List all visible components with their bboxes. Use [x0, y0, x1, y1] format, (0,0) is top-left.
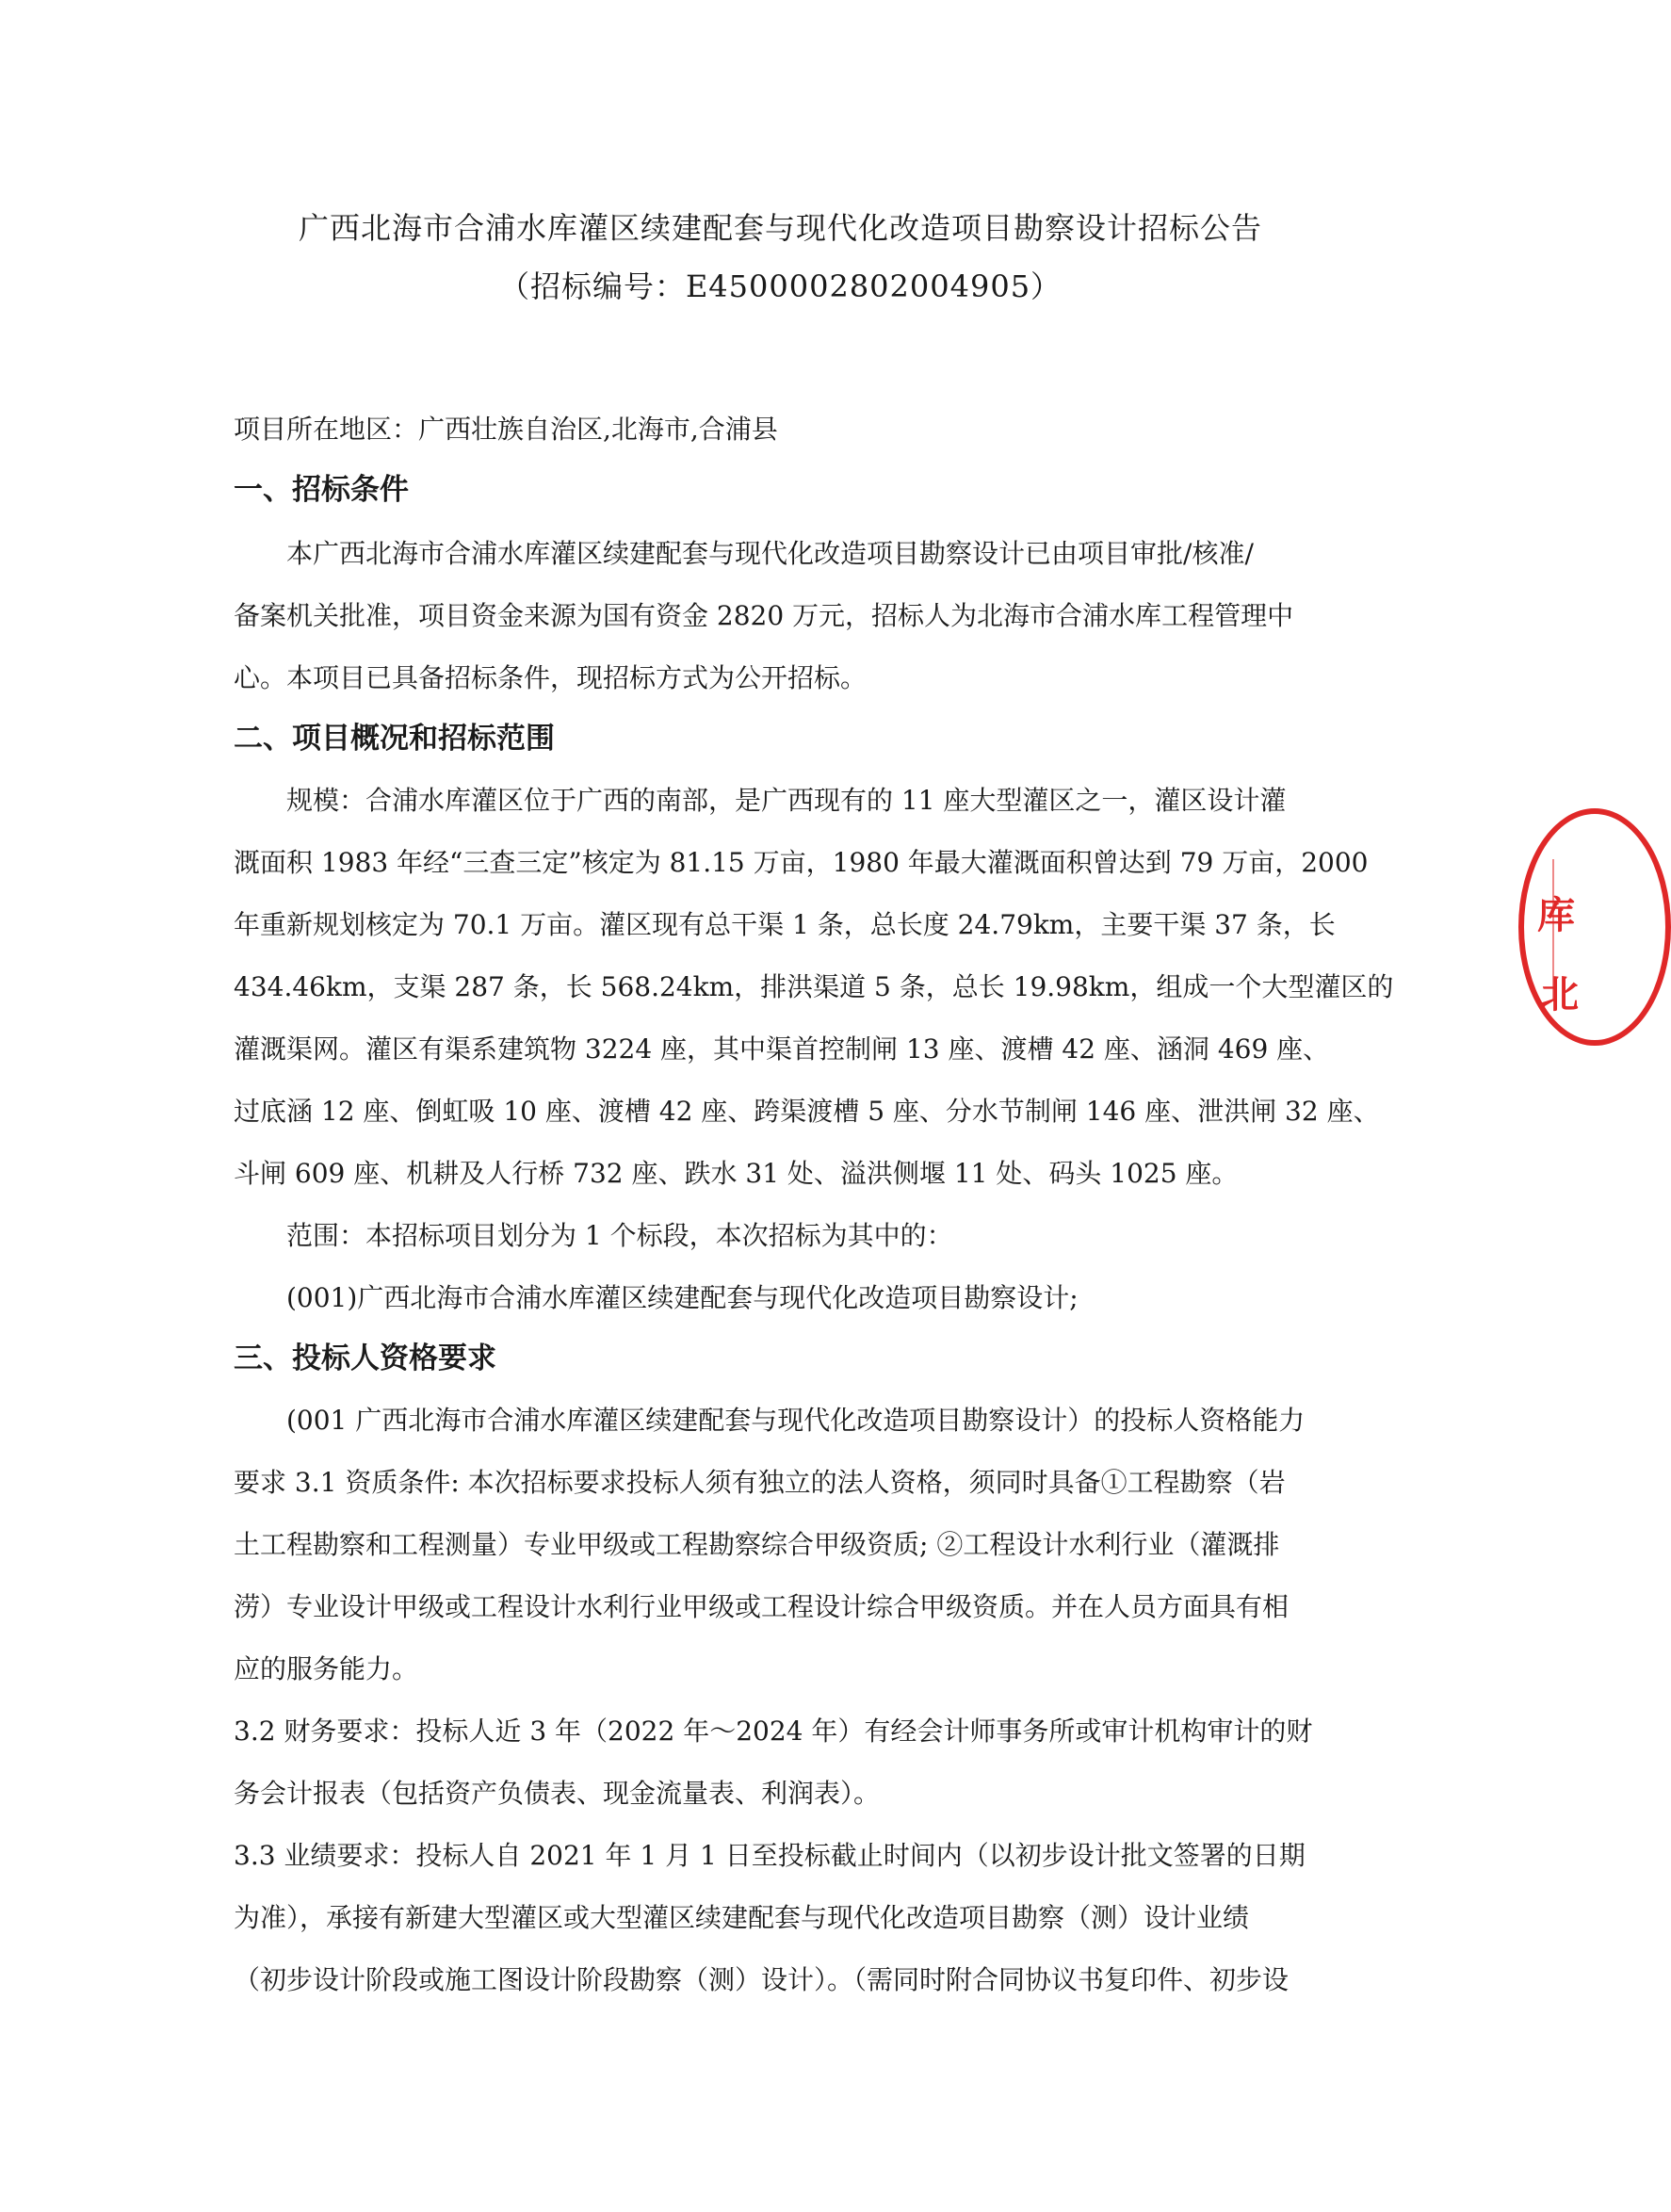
tender-number: （招标编号：E4500002802004905） — [498, 268, 1063, 304]
official-seal — [1518, 808, 1671, 1046]
seal-char: 北 — [1541, 973, 1579, 1017]
paragraph-line: 心。本项目已具备招标条件，现招标方式为公开招标。 — [234, 662, 868, 693]
section-heading-3: 三、投标人资格要求 — [234, 1342, 496, 1375]
section-heading-1: 一、招标条件 — [234, 473, 409, 507]
project-location: 项目所在地区：广西壮族自治区,北海市,合浦县 — [234, 414, 778, 445]
paragraph-line: （初步设计阶段或施工图设计阶段勘察（测）设计）。（需同时附合同协议书复印件、初步设 — [234, 1964, 1290, 1995]
paragraph-line: 范围：本招标项目划分为 1 个标段，本次招标为其中的： — [286, 1220, 953, 1251]
seal-char: 库 — [1537, 894, 1575, 937]
paragraph-line: 务会计报表（包括资产负债表、现金流量表、利润表）。 — [234, 1778, 881, 1809]
paragraph-line: 过底涵 12 座、倒虹吸 10 座、渡槽 42 座、跨渠渡槽 5 座、分水节制闸 146 座、泄洪闸 32 座、 — [234, 1096, 1380, 1127]
paragraph-line: 年重新规划核定为 70.1 万亩。灌区现有总干渠 1 条，总长度 24.79km，主要干渠 37 条，长 — [234, 909, 1336, 940]
document-title: 广西北海市合浦水库灌区续建配套与现代化改造项目勘察设计招标公告 — [298, 210, 1262, 246]
paragraph-line: (001)广西北海市合浦水库灌区续建配套与现代化改造项目勘察设计; — [286, 1282, 1079, 1313]
paragraph-line: 土工程勘察和工程测量）专业甲级或工程勘察综合甲级资质; ②工程设计水利行业（灌溉排 — [234, 1529, 1280, 1560]
paragraph-line: 434.46km，支渠 287 条，长 568.24km，排洪渠道 5 条，总长 19.98km，组成一个大型灌区的 — [234, 971, 1394, 1002]
paragraph-line: 3.2 财务要求：投标人近 3 年（2022 年～2024 年）有经会计师事务所或审计机构审计的财 — [234, 1716, 1313, 1747]
paragraph-line: 规模：合浦水库灌区位于广西的南部，是广西现有的 11 座大型灌区之一，灌区设计灌 — [286, 785, 1287, 816]
paragraph-line: 溉面积 1983 年经“三查三定”核定为 81.15 万亩，1980 年最大灌溉面积曾达到 79 万亩，2000 — [234, 847, 1369, 878]
paragraph-line: 为准），承接有新建大型灌区或大型灌区续建配套与现代化改造项目勘察（测）设计业绩 — [234, 1902, 1250, 1933]
paragraph-line: 应的服务能力。 — [234, 1653, 419, 1684]
paragraph-line: 3.3 业绩要求：投标人自 2021 年 1 月 1 日至投标截止时间内（以初步设计批文签署的日期 — [234, 1840, 1306, 1871]
paragraph-line: 要求 3.1 资质条件: 本次招标要求投标人须有独立的法人资格，须同时具备①工程勘察（岩 — [234, 1467, 1286, 1498]
paragraph-line: 灌溉渠网。灌区有渠系建筑物 3224 座，其中渠首控制闸 13 座、渡槽 42 座、涵洞 469 座、 — [234, 1033, 1330, 1065]
paragraph-line: 涝）专业设计甲级或工程设计水利行业甲级或工程设计综合甲级资质。并在人员方面具有相 — [234, 1591, 1290, 1622]
paragraph-line: 斗闸 609 座、机耕及人行桥 732 座、跌水 31 处、溢洪侧堰 11 处、码头 1025 座。 — [234, 1158, 1239, 1189]
section-heading-2: 二、项目概况和招标范围 — [234, 722, 555, 756]
paragraph-line: (001 广西北海市合浦水库灌区续建配套与现代化改造项目勘察设计）的投标人资格能力 — [286, 1405, 1306, 1436]
paragraph-line: 本广西北海市合浦水库灌区续建配套与现代化改造项目勘察设计已由项目审批/核准/ — [286, 538, 1254, 569]
paragraph-line: 备案机关批准，项目资金来源为国有资金 2820 万元，招标人为北海市合浦水库工程管理中 — [234, 600, 1294, 631]
